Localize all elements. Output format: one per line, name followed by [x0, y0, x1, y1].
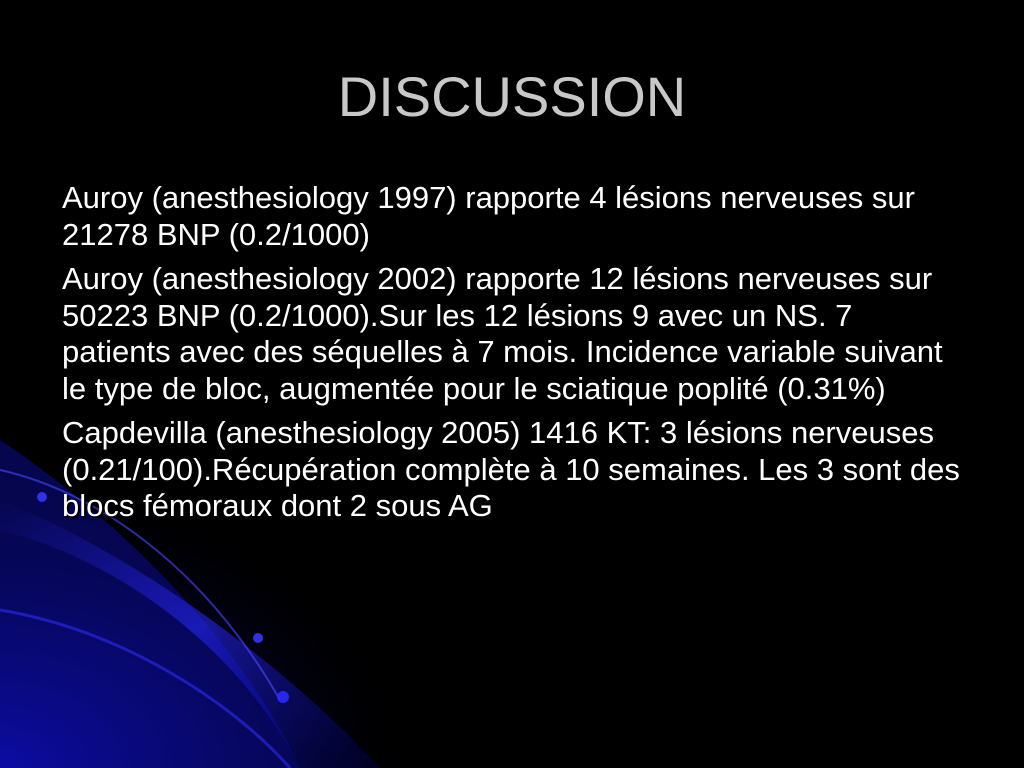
paragraph-capdevilla-2005: Capdevilla (anesthesiology 2005) 1416 KT: 3 lésions nerveuses (0.21/100).Récupération complète à 10 semaines. Les 3 sont des blocs fémoraux dont 2 sous AG	[62, 415, 960, 523]
slide-title: DISCUSSION	[337, 65, 687, 128]
slide-body	[62, 180, 962, 533]
paragraph-auroy-1997: Auroy (anesthesiology 1997) rapporte 4 lésions nerveuses sur 21278 BNP (0.2/1000)	[62, 180, 915, 252]
paragraph-auroy-2002: Auroy (anesthesiology 2002) rapporte 12 lésions nerveuses sur 50223 BNP (0.2/1000).Sur les 12 lésions 9 avec un NS. 7 patients avec des séquelles à 7 mois. Incidence variable suivant le type de bloc, augmentée pour le sciatique poplité (0.31%)	[62, 261, 943, 406]
